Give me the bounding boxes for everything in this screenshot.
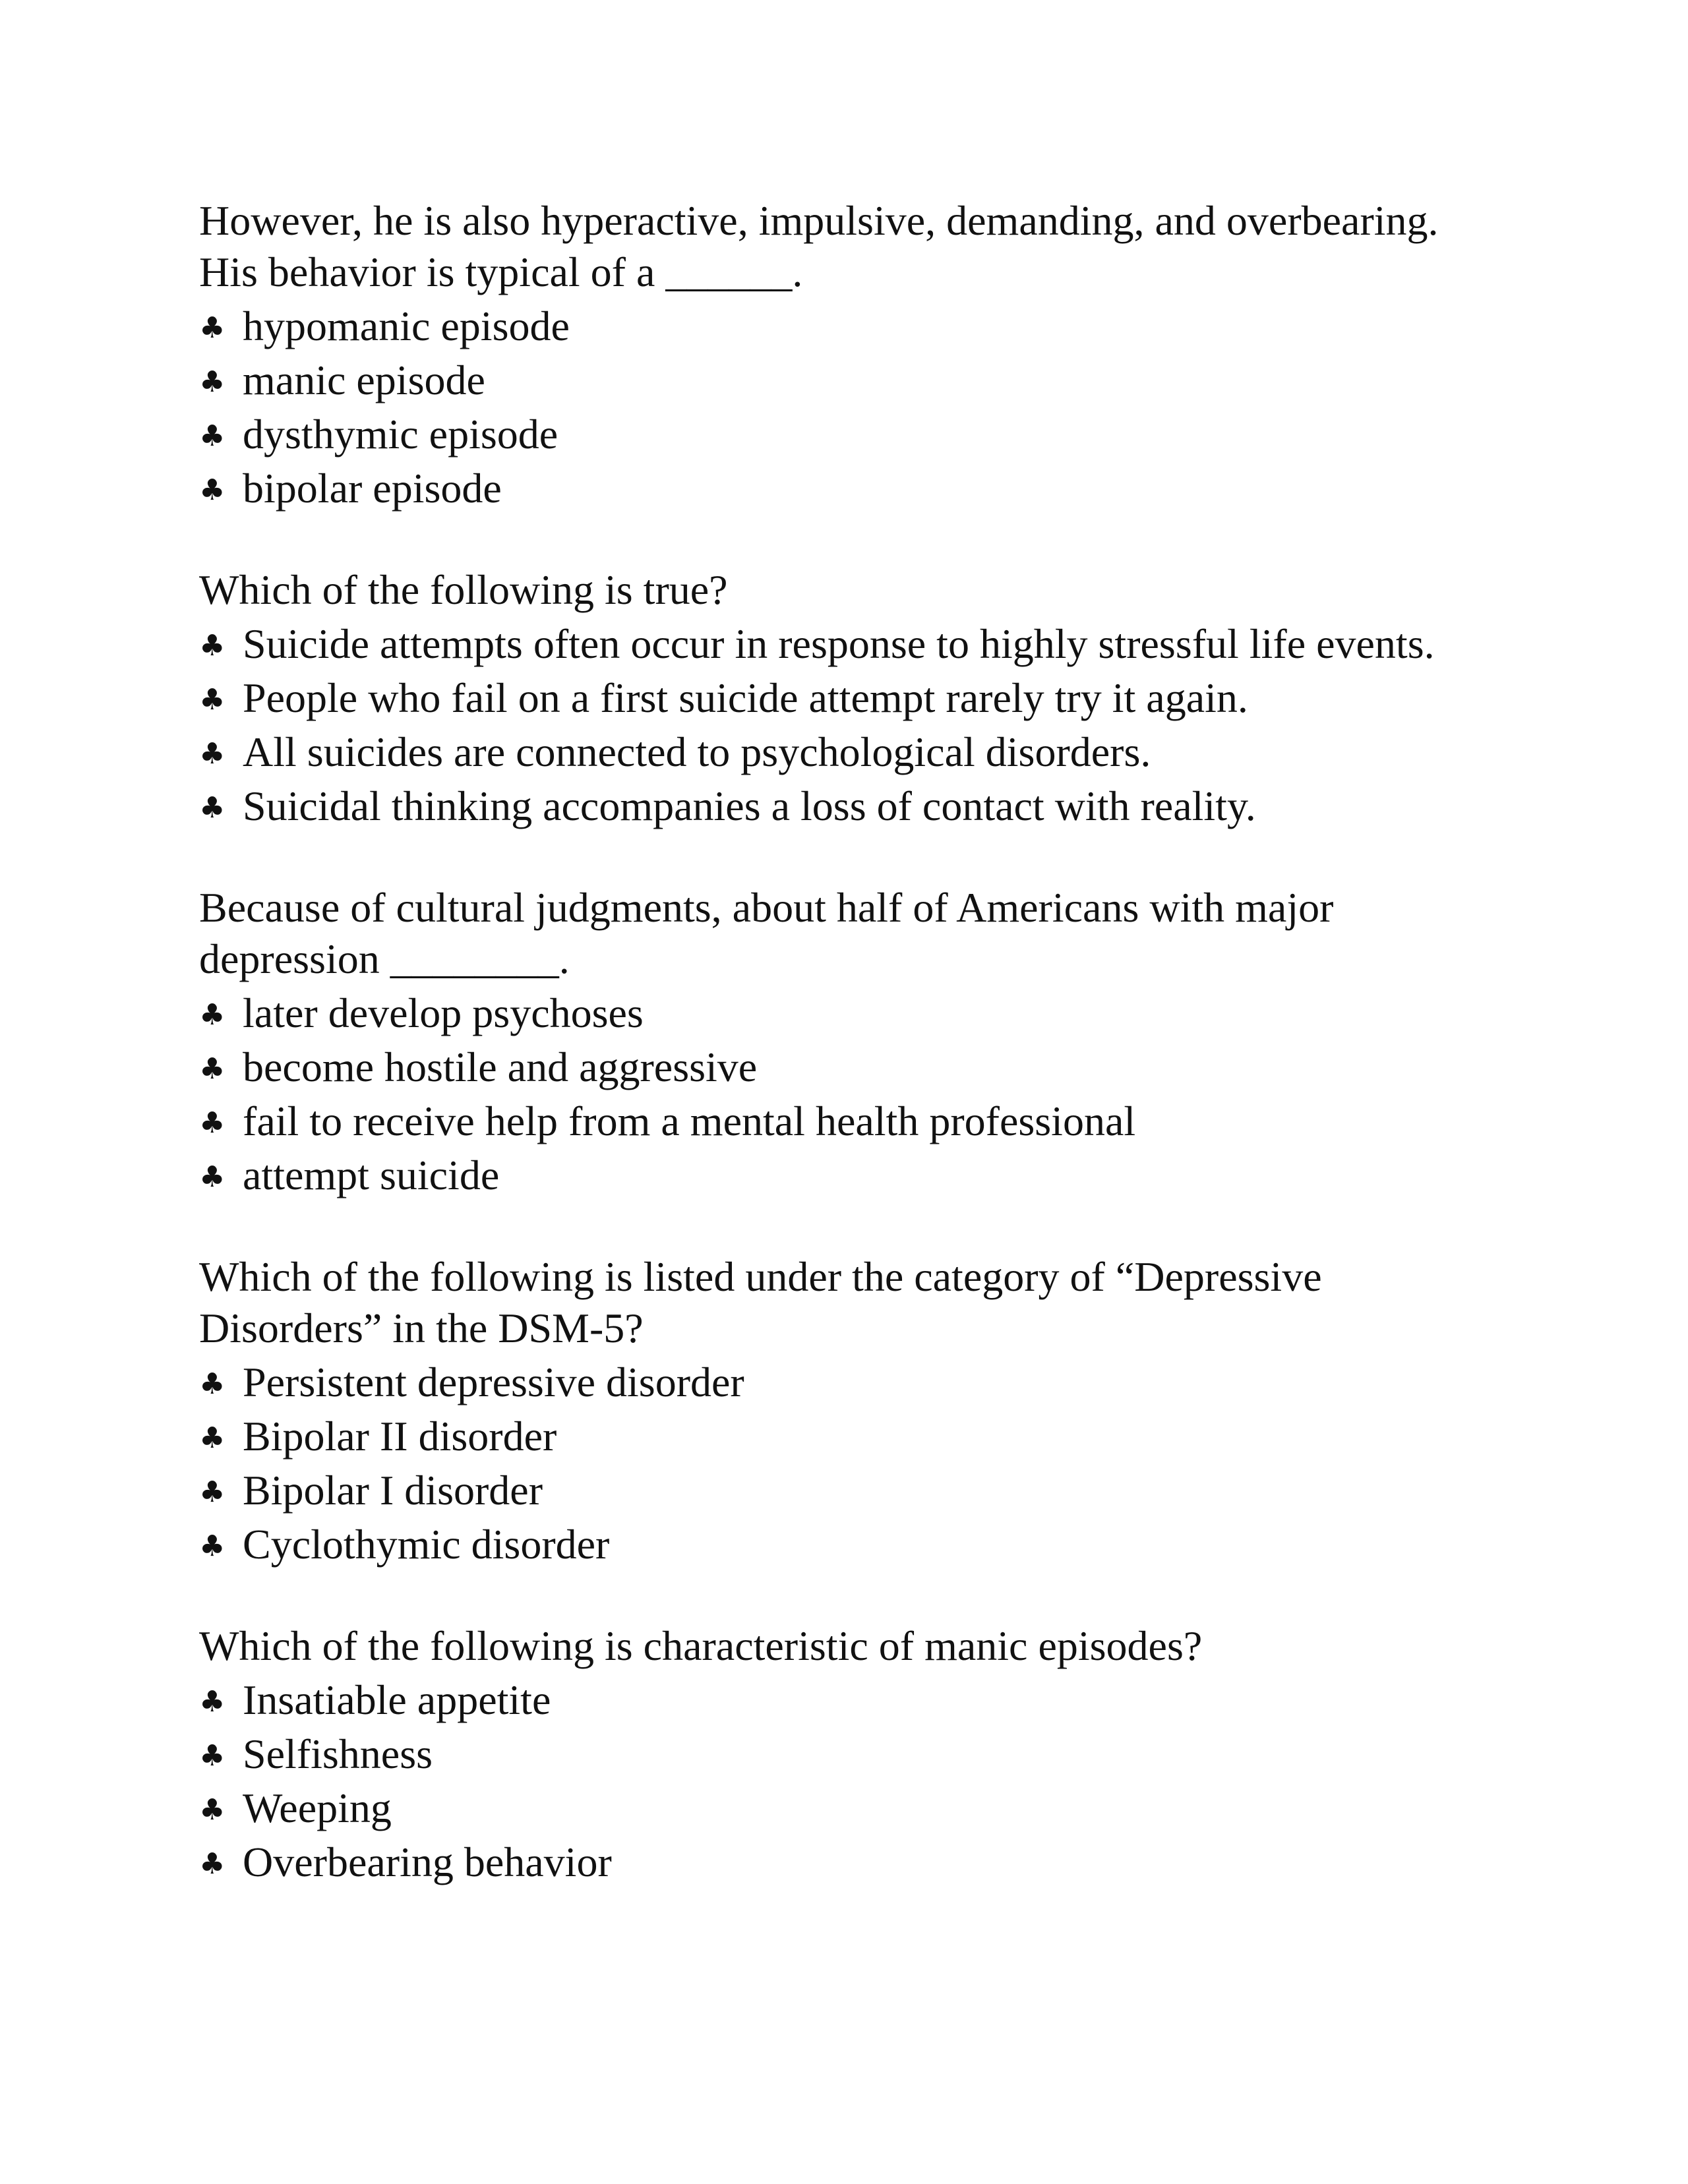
club-bullet-icon: ♣ (199, 1739, 226, 1773)
club-bullet-icon: ♣ (199, 1475, 226, 1509)
club-bullet-icon: ♣ (199, 998, 226, 1032)
option-text: Bipolar II disorder (243, 1413, 557, 1460)
answer-option (199, 1674, 1524, 1728)
stem-line: Which of the following is listed under the category of “Depressive (199, 1253, 1322, 1300)
option-text: Overbearing behavior (243, 1839, 612, 1885)
stem-line: Which of the following is characteristic of manic episodes? (199, 1622, 1203, 1669)
option-text: hypomanic episode (243, 303, 570, 349)
question-2 (199, 564, 1524, 835)
quiz-content (199, 195, 1524, 1938)
club-bullet-icon: ♣ (199, 1421, 226, 1455)
question-1 (199, 195, 1524, 517)
question-4 (199, 1251, 1524, 1573)
option-text: Suicide attempts often occur in response to highly stressful life events. (243, 620, 1435, 667)
option-text: manic episode (243, 357, 485, 403)
club-bullet-icon: ♣ (199, 1529, 226, 1563)
question-stem (199, 195, 1524, 298)
answer-option (199, 1042, 1524, 1096)
answer-option (199, 1357, 1524, 1411)
answer-option (199, 726, 1524, 781)
answer-option (199, 618, 1524, 672)
option-text: Weeping (243, 1785, 392, 1831)
option-text: Bipolar I disorder (243, 1467, 543, 1514)
club-bullet-icon: ♣ (199, 737, 226, 771)
answer-options (199, 301, 1524, 517)
club-bullet-icon: ♣ (199, 365, 226, 399)
question-stem (199, 564, 1524, 616)
question-stem (199, 1620, 1524, 1672)
stem-line: His behavior is typical of a ______. (199, 249, 803, 295)
club-bullet-icon: ♣ (199, 1052, 226, 1086)
club-bullet-icon: ♣ (199, 1793, 226, 1827)
club-bullet-icon: ♣ (199, 683, 226, 717)
option-text: Insatiable appetite (243, 1676, 551, 1723)
club-bullet-icon: ♣ (199, 791, 226, 825)
club-bullet-icon: ♣ (199, 1160, 226, 1194)
answer-option (199, 781, 1524, 835)
stem-line: Which of the following is true? (199, 566, 728, 613)
option-text: later develop psychoses (243, 989, 644, 1036)
option-text: Selfishness (243, 1730, 433, 1777)
stem-line: Disorders” in the DSM-5? (199, 1305, 644, 1351)
answer-option (199, 672, 1524, 726)
answer-option (199, 301, 1524, 355)
question-3 (199, 882, 1524, 1204)
option-text: become hostile and aggressive (243, 1044, 758, 1090)
answer-options (199, 1674, 1524, 1891)
option-text: bipolar episode (243, 465, 502, 512)
option-text: Cyclothymic disorder (243, 1521, 610, 1568)
option-text: attempt suicide (243, 1152, 500, 1198)
answer-option (199, 1837, 1524, 1891)
club-bullet-icon: ♣ (199, 419, 226, 453)
answer-option (199, 988, 1524, 1042)
answer-option (199, 463, 1524, 517)
club-bullet-icon: ♣ (199, 1367, 226, 1401)
club-bullet-icon: ♣ (199, 1106, 226, 1140)
club-bullet-icon: ♣ (199, 1847, 226, 1881)
answer-option (199, 1411, 1524, 1465)
answer-option (199, 1519, 1524, 1573)
option-text: Suicidal thinking accompanies a loss of contact with reality. (243, 782, 1256, 829)
answer-option (199, 1465, 1524, 1519)
stem-line: Because of cultural judgments, about half of Americans with major (199, 884, 1334, 931)
option-text: All suicides are connected to psychological disorders. (243, 728, 1151, 775)
question-5 (199, 1620, 1524, 1891)
stem-line: However, he is also hyperactive, impulsive, demanding, and overbearing. (199, 197, 1439, 244)
club-bullet-icon: ♣ (199, 629, 226, 663)
option-text: fail to receive help from a mental health professional (243, 1098, 1136, 1144)
answer-options (199, 618, 1524, 835)
club-bullet-icon: ♣ (199, 473, 226, 507)
answer-options (199, 988, 1524, 1204)
option-text: People who fail on a first suicide attempt rarely try it again. (243, 674, 1248, 721)
answer-option (199, 355, 1524, 409)
option-text: dysthymic episode (243, 411, 558, 457)
option-text: Persistent depressive disorder (243, 1359, 744, 1405)
answer-options (199, 1357, 1524, 1573)
club-bullet-icon: ♣ (199, 1685, 226, 1719)
question-stem (199, 882, 1524, 985)
club-bullet-icon: ♣ (199, 311, 226, 345)
stem-line: depression ________. (199, 935, 570, 982)
answer-option (199, 1783, 1524, 1837)
answer-option (199, 409, 1524, 463)
question-stem (199, 1251, 1524, 1354)
answer-option (199, 1096, 1524, 1150)
answer-option (199, 1728, 1524, 1783)
answer-option (199, 1150, 1524, 1204)
